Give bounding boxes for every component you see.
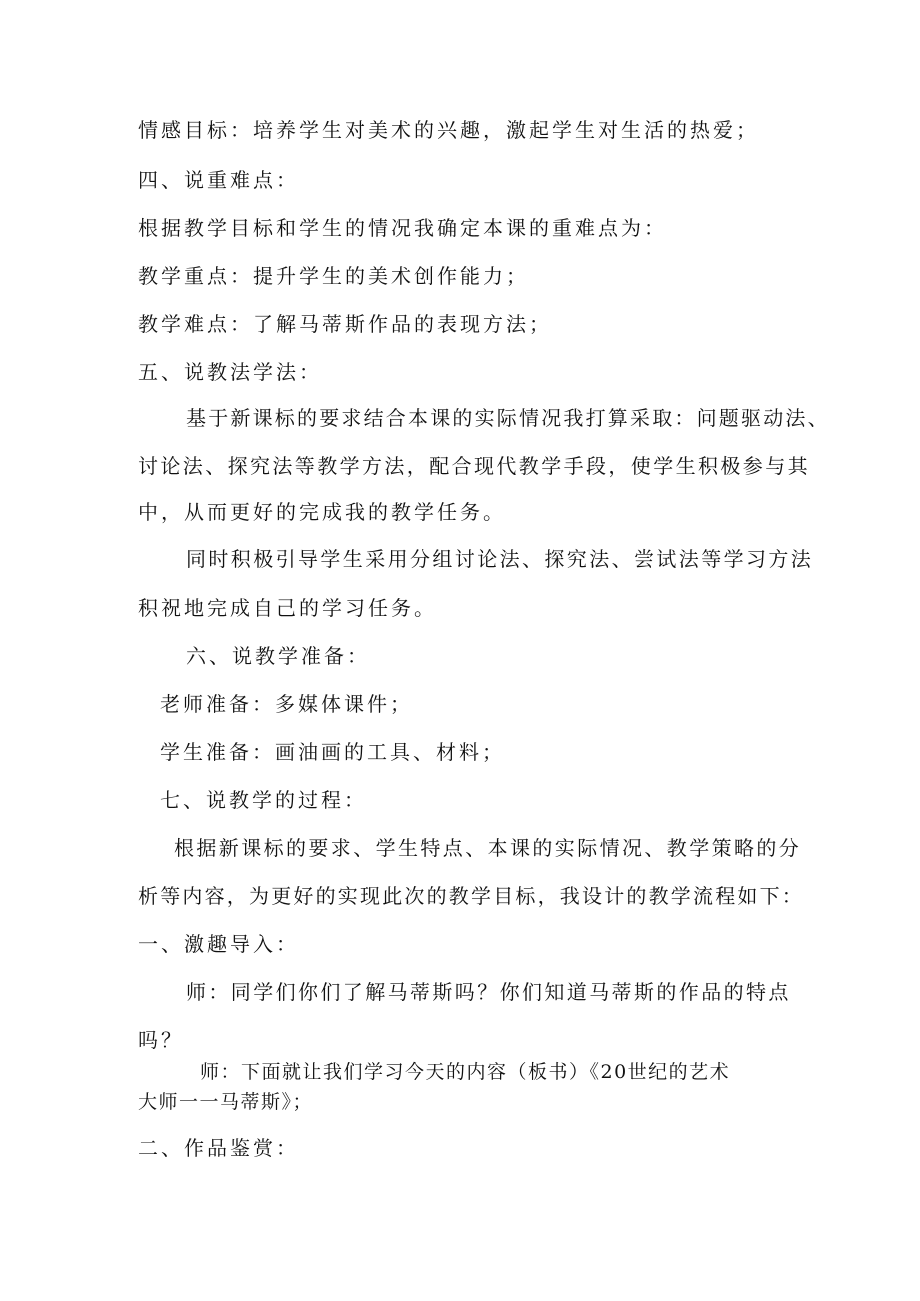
section-heading: 六、说教学准备：: [186, 644, 370, 668]
paragraph-line: 析等内容，为更好的实现此次的教学目标，我设计的教学流程如下：: [138, 884, 804, 908]
paragraph-line: 情感目标：培养学生对美术的兴趣，激起学生对生活的热爱；: [138, 118, 759, 142]
paragraph-line: 大师一一马蒂斯》；: [138, 1091, 314, 1113]
paragraph-line: 学生准备：画油画的工具、材料；: [160, 740, 505, 764]
section-heading: 四、说重难点：: [138, 168, 299, 192]
section-heading: 二、作品鉴赏：: [138, 1136, 299, 1160]
paragraph-line: 讨论法、探究法等教学方法，配合现代教学手段，使学生积极参与其: [138, 454, 810, 478]
paragraph-line: 根据教学目标和学生的情况我确定本课的重难点为：: [138, 216, 667, 240]
paragraph-line: 老师准备：多媒体课件；: [160, 692, 413, 716]
paragraph-line: 根据新课标的要求、学生特点、本课的实际情况、教学策略的分: [174, 836, 802, 860]
paragraph-line: 同时积极引导学生采用分组讨论法、探究法、尝试法等学习方法: [186, 547, 814, 571]
paragraph-line: 师：下面就让我们学习今天的内容（板书）《20世纪的艺术: [200, 1061, 731, 1083]
paragraph-line: 师：同学们你们了解马蒂斯吗？你们知道马蒂斯的作品的特点: [186, 980, 791, 1004]
section-heading: 七、说教学的过程：: [160, 788, 367, 812]
paragraph-line: 基于新课标的要求结合本课的实际情况我打算采取：问题驱动法、: [186, 406, 830, 430]
paragraph-line: 积祝地完成自己的学习任务。: [138, 596, 437, 620]
section-heading: 五、说教法学法：: [138, 360, 322, 384]
paragraph-line: 教学难点：了解马蒂斯作品的表现方法；: [138, 312, 552, 336]
section-heading: 一、激趣导入：: [138, 932, 299, 956]
paragraph-line: 中，从而更好的完成我的教学任务。: [138, 500, 506, 524]
paragraph-line: 教学重点：提升学生的美术创作能力；: [138, 264, 529, 288]
paragraph-line: 吗？: [138, 1028, 184, 1052]
